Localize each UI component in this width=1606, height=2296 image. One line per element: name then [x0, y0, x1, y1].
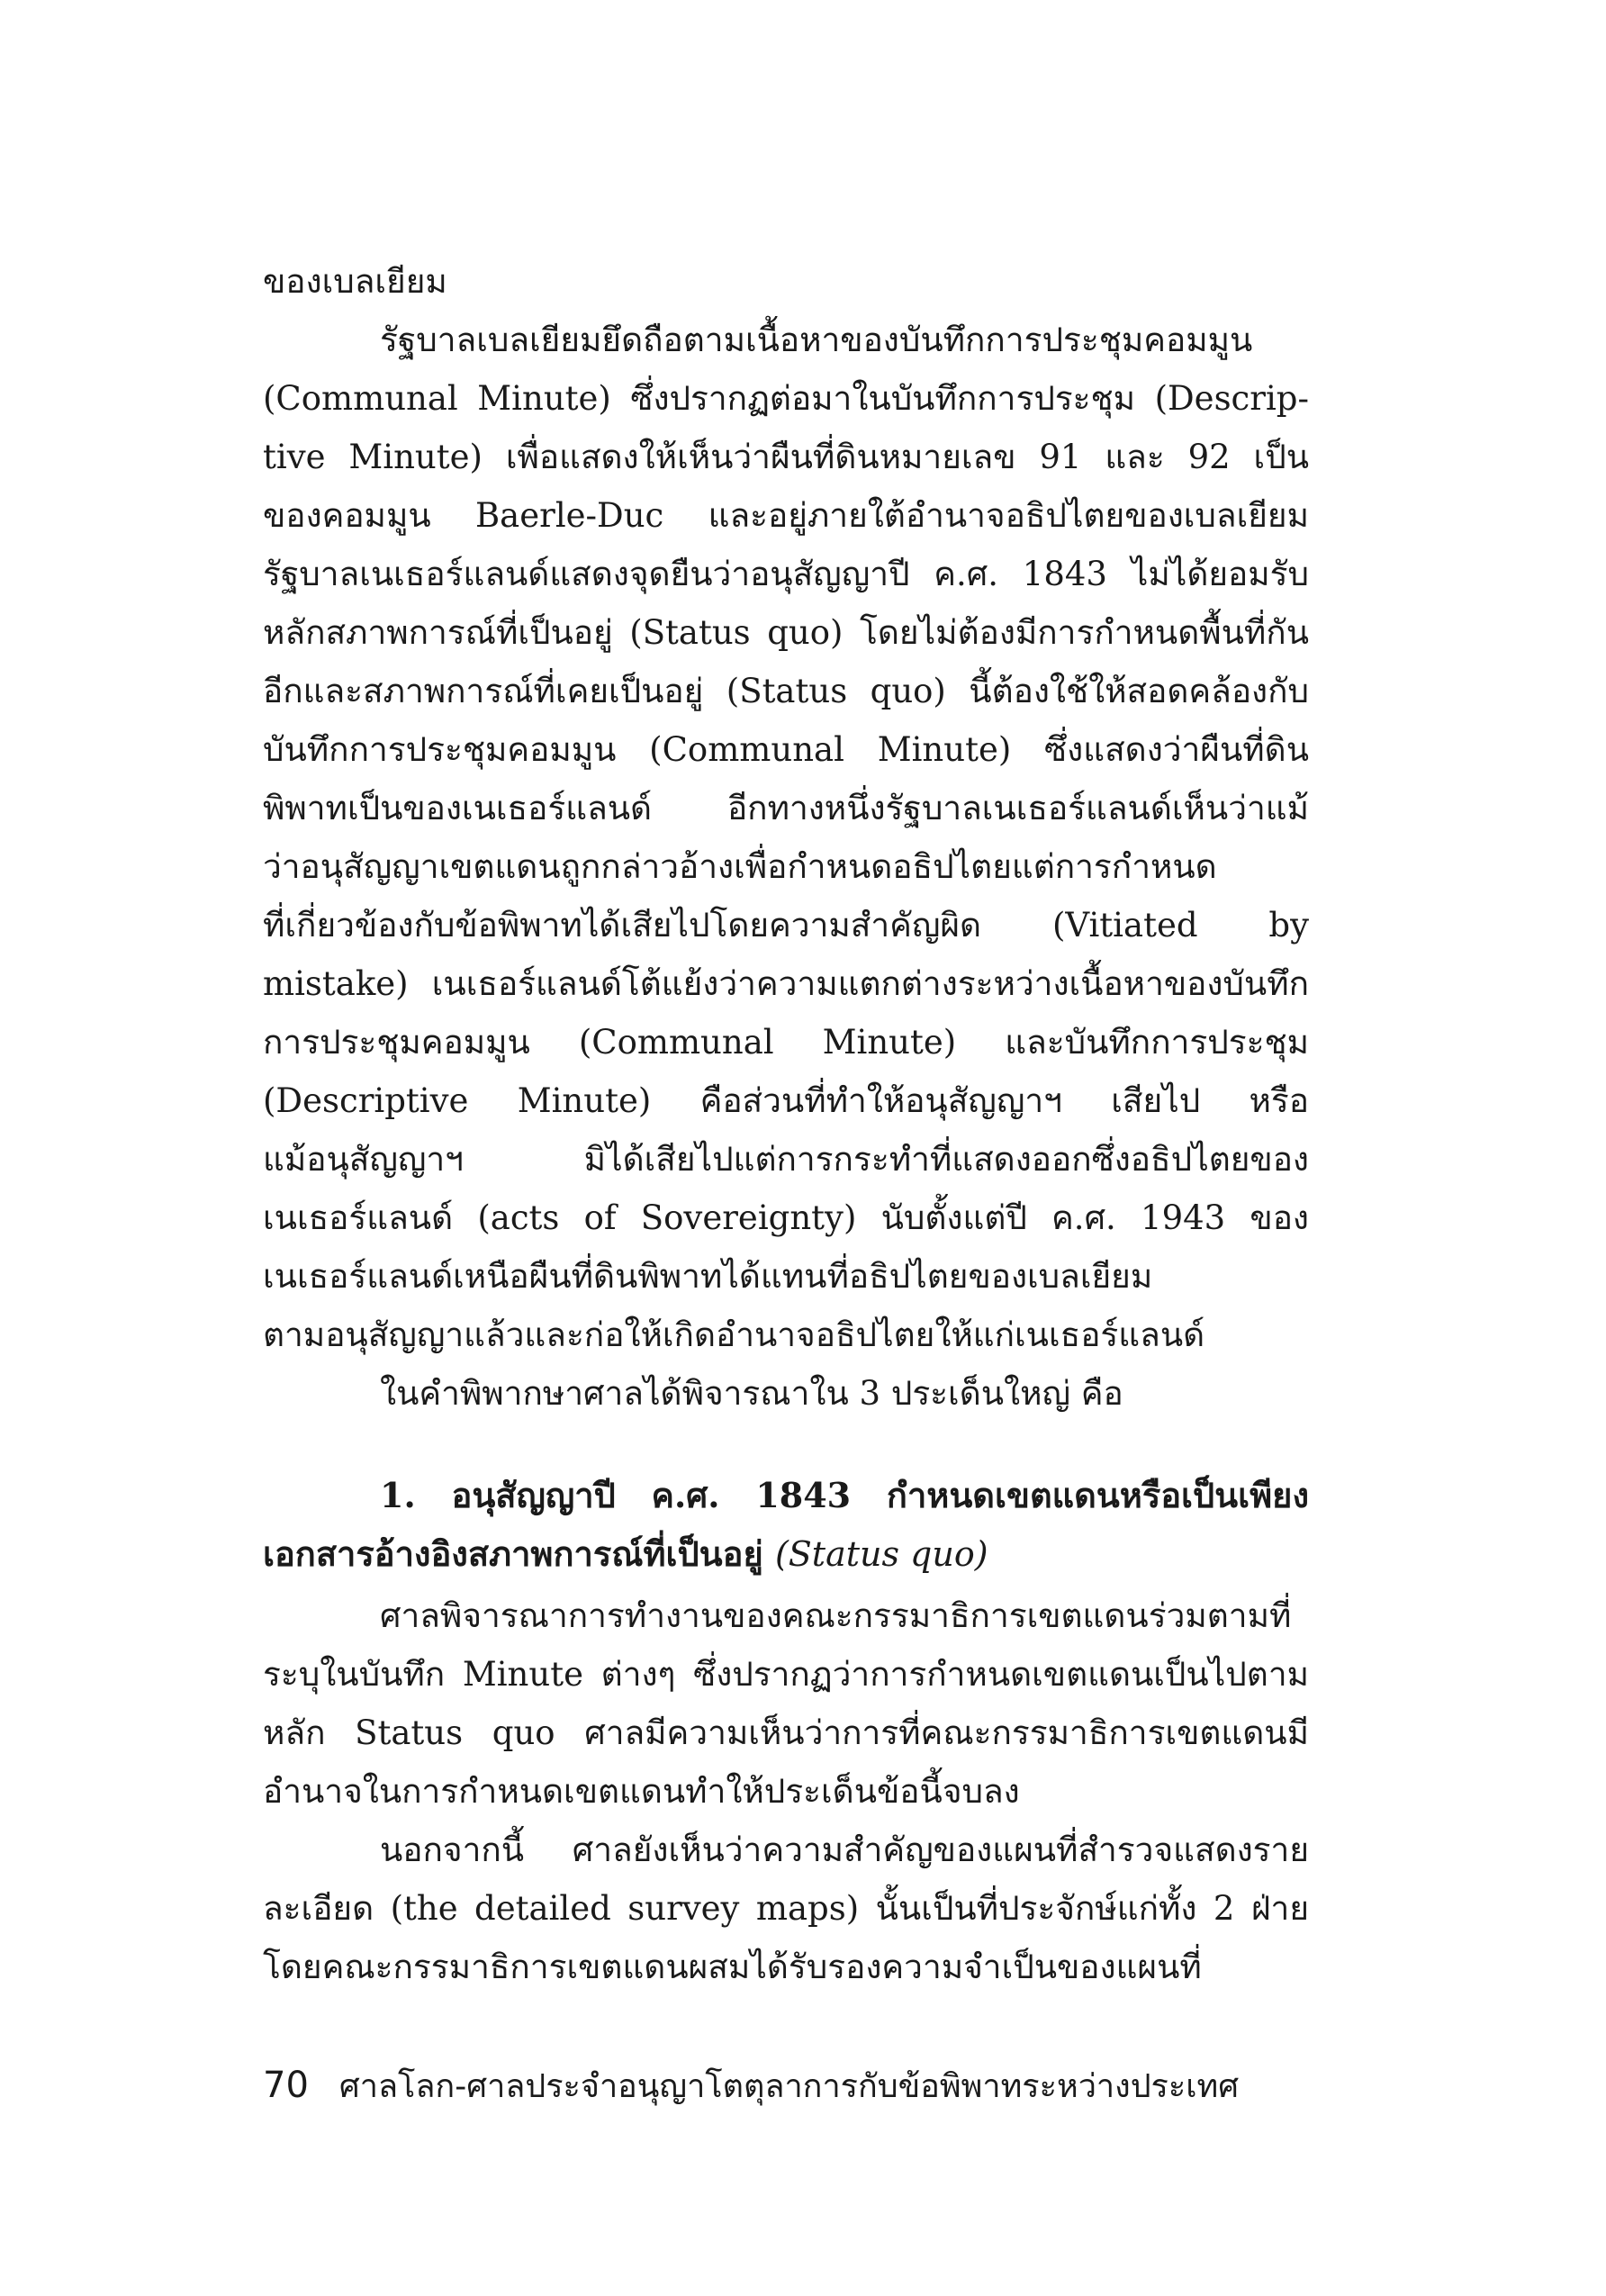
body-line: การประชุมคอมมูน (Communal Minute) และบันทึกการประชุม — [263, 1023, 1309, 1062]
body-line: พิพาทเป็นของเนเธอร์แลนด์ อีกทางหนึ่งรัฐบาลเนเธอร์แลนด์เห็นว่าแม้ — [263, 789, 1309, 827]
body-line: (Communal Minute) ซึ่งปรากฏต่อมาในบันทึกการประชุม (Descrip- — [263, 379, 1309, 418]
body-line: เนเธอร์แลนด์เหนือผืนที่ดินพิพาทได้แทนที่อธิปไตยของเบลเยียม — [263, 1257, 1153, 1296]
body-line: รัฐบาลเนเธอร์แลนด์แสดงจุดยืนว่าอนุสัญญาปี ค.ศ. 1843 ไม่ได้ยอมรับ — [263, 555, 1309, 593]
body-line: mistake) เนเธอร์แลนด์โต้แย้งว่าความแตกต่างระหว่างเนื้อหาของบันทึก — [263, 964, 1309, 1003]
section-heading-line — [263, 1524, 1309, 1583]
section-line: ละเอียด (the detailed survey maps) นั้นเป็นที่ประจักษ์แก่ทั้ง 2 ฝ่าย — [263, 1889, 1309, 1928]
section-text — [263, 1586, 1309, 1996]
body-line: อีกและสภาพการณ์ที่เคยเป็นอยู่ (Status quo) นี้ต้องใช้ให้สอดคล้องกับ — [263, 672, 1309, 710]
section-heading-italic: (Status quo) — [774, 1534, 988, 1574]
body-line: รัฐบาลเบลเยียมยึดถือตามเนื้อหาของบันทึกการประชุมคอมมูน — [380, 321, 1253, 359]
body-line: tive Minute) เพื่อแสดงให้เห็นว่าผืนที่ดินหมายเลข 91 และ 92 เป็น — [263, 438, 1309, 476]
body-line: ตามอนุสัญญาแล้วและก่อให้เกิดอำนาจอธิปไตยให้แก่เนเธอร์แลนด์ — [263, 1315, 1205, 1354]
section-line: ระบุในบันทึก Minute ต่างๆ ซึ่งปรากฏว่าการกำหนดเขตแดนเป็นไปตาม — [263, 1655, 1309, 1694]
section-line: อำนาจในการกำหนดเขตแดนทำให้ประเด็นข้อนี้จบลง — [263, 1772, 1020, 1811]
body-line: ที่เกี่ยวข้องกับข้อพิพาทได้เสียไปโดยความสำคัญผิด (Vitiated by — [263, 906, 1309, 945]
body-text — [263, 252, 1309, 1423]
body-line: (Descriptive Minute) คือส่วนที่ทำให้อนุสัญญาฯ เสียไป หรือ — [263, 1081, 1309, 1120]
body-line: บันทึกการประชุมคอมมูน (Communal Minute) ซึ่งแสดงว่าผืนที่ดิน — [263, 730, 1309, 769]
page-footer — [263, 2058, 1239, 2112]
section-line: นอกจากนี้ ศาลยังเห็นว่าความสำคัญของแผนที่สำรวจแสดงราย — [380, 1830, 1309, 1869]
section-heading-text: เอกสารอ้างอิงสภาพการณ์ที่เป็นอยู่ — [263, 1533, 763, 1574]
section-line: หลัก Status quo ศาลมีความเห็นว่าการที่คณะกรรมาธิการเขตแดนมี — [263, 1713, 1309, 1752]
page-number: 70 — [263, 2065, 309, 2106]
running-title: ศาลโลก-ศาลประจำอนุญาโตตุลาการกับข้อพิพาทระหว่างประเทศ — [338, 2068, 1240, 2105]
body-line: ในคำพิพากษาศาลได้พิจารณาใน 3 ประเด็นใหญ่ คือ — [380, 1374, 1123, 1413]
section-heading-line: 1. อนุสัญญาปี ค.ศ. 1843 กำหนดเขตแดนหรือเป็นเพียง — [380, 1475, 1309, 1515]
body-line: หลักสภาพการณ์ที่เป็นอยู่ (Status quo) โดยไม่ต้องมีการกำหนดพื้นที่กัน — [263, 613, 1309, 652]
body-line: แม้อนุสัญญาฯ มิได้เสียไปแต่การกระทำที่แสดงออกซึ่งอธิปไตยของ — [263, 1140, 1309, 1179]
section-heading — [263, 1466, 1309, 1583]
section-line: ศาลพิจารณาการทำงานของคณะกรรมาธิการเขตแดนร่วมตามที่ — [380, 1596, 1292, 1635]
body-line: ว่าอนุสัญญาเขตแดนถูกกล่าวอ้างเพื่อกำหนดอธิปไตยแต่การกำหนด — [263, 847, 1217, 886]
section-line: โดยคณะกรรมาธิการเขตแดนผสมได้รับรองความจำเป็นของแผนที่ — [263, 1948, 1202, 1986]
body-line: ของเบลเยียม — [263, 262, 447, 301]
body-line: เนเธอร์แลนด์ (acts of Sovereignty) นับตั้งแต่ปี ค.ศ. 1943 ของ — [263, 1198, 1309, 1237]
body-line: ของคอมมูน Baerle-Duc และอยู่ภายใต้อำนาจอธิปไตยของเบลเยียม — [263, 496, 1309, 535]
